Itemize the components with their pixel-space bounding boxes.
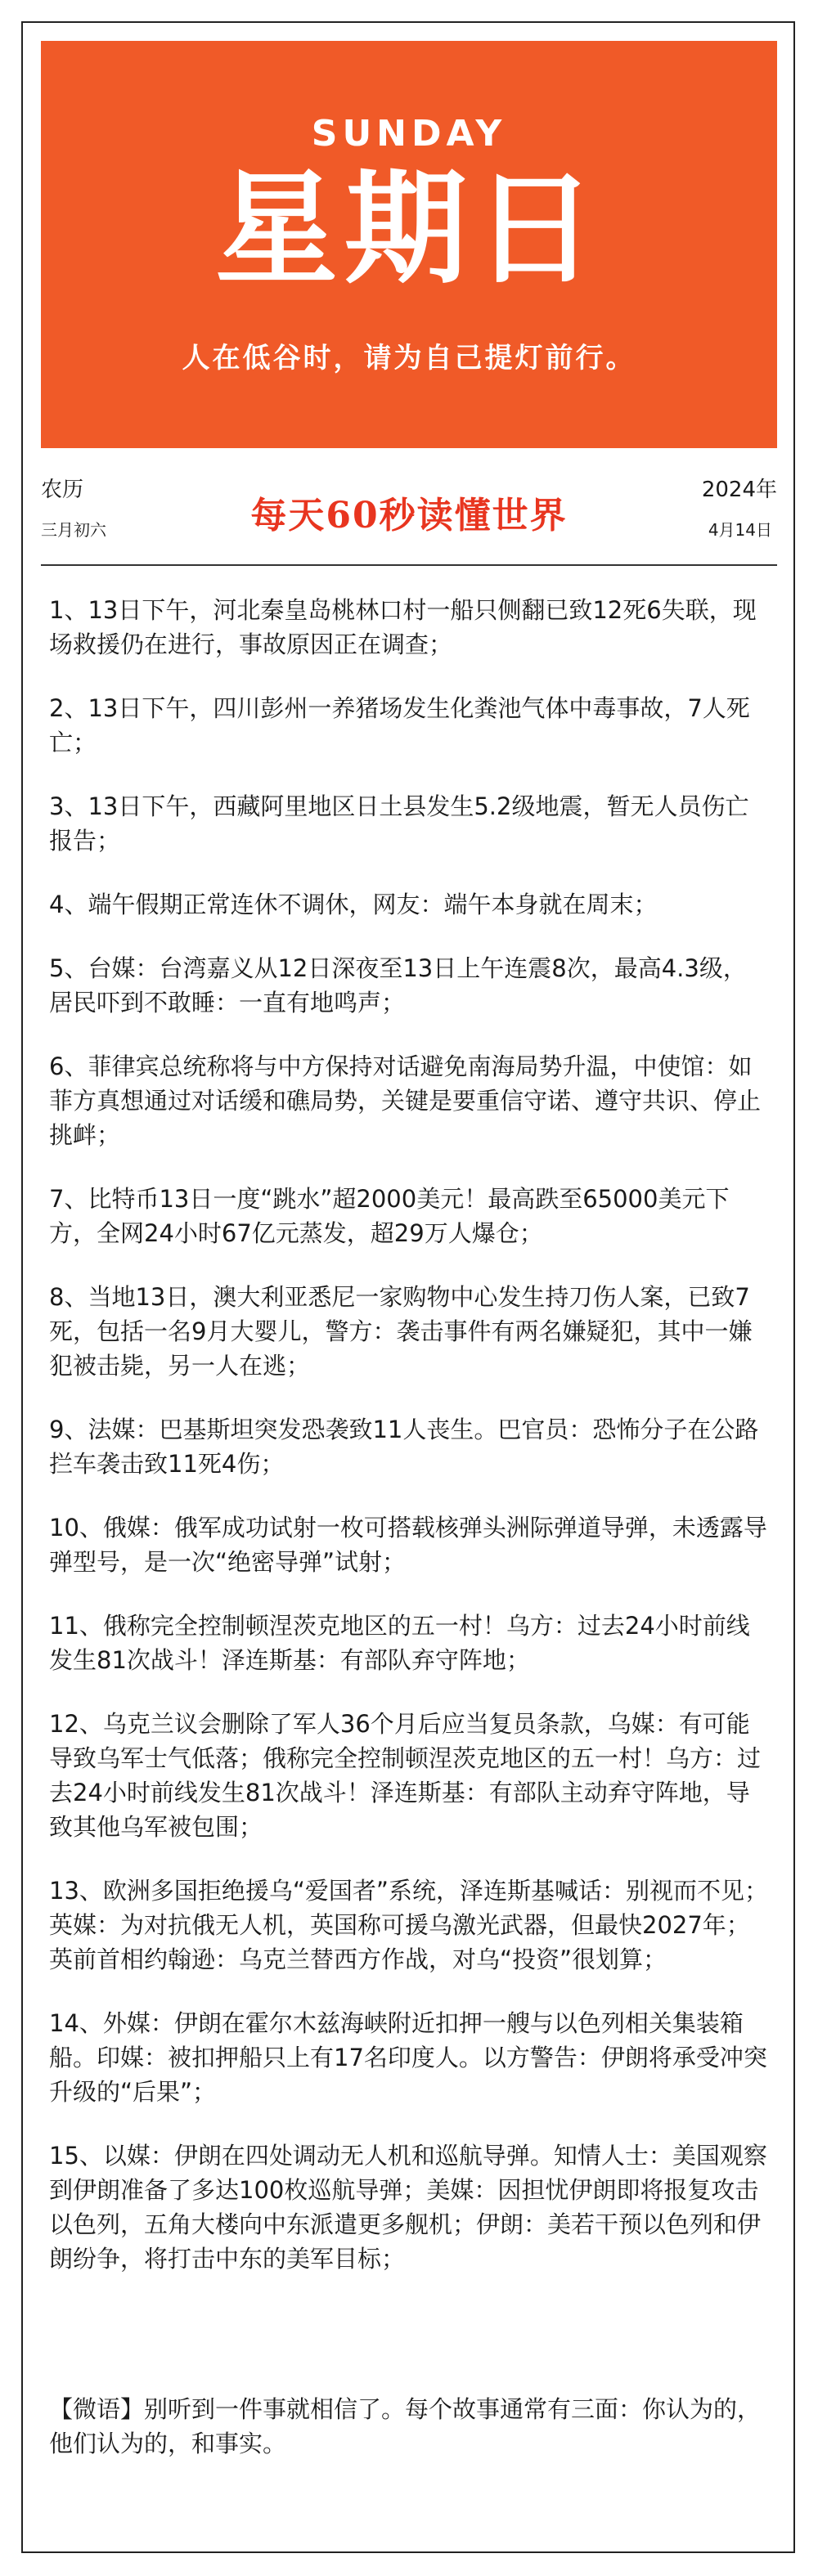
weekday-chinese: 星期日: [214, 157, 603, 301]
news-item: 5、台媒：台湾嘉义从12日深夜至13日上午连震8次，最高4.3级，居民吓到不敢睡：一直有地鸣声；: [49, 954, 747, 1016]
date-bar: [41, 468, 777, 558]
news-item: 3、13日下午，西藏阿里地区日土县发生5.2级地震，暂无人员伤亡报告；: [49, 792, 749, 855]
news-item: 13、欧洲多国拒绝援乌“爱国者”系统，泽连斯基喊话：别视而不见；英媒：为对抗俄无人机，英国称可援乌激光武器，但最快2027年；英前首相约翰逊：乌克兰替西方作战，对乌“投资”很划算；: [49, 1877, 768, 1973]
divider: [41, 564, 777, 566]
news-item: 11、俄称完全控制顿涅茨克地区的五一村！乌方：过去24小时前线发生81次战斗！泽连斯基：有部队弃守阵地；: [49, 1612, 750, 1674]
month-day-label: 4月14日: [708, 520, 772, 540]
news-item: 8、当地13日，澳大利亚悉尼一家购物中心发生持刀伤人案，已致7死，包括一名9月大婴儿，警方：袭击事件有两名嫌疑犯，其中一嫌犯被击毙，另一人在逃；: [49, 1283, 753, 1380]
news-list: [49, 593, 769, 2305]
year-label: 2024年: [701, 478, 777, 502]
page-title: 每天60秒读懂世界: [250, 495, 568, 536]
lunar-date: 三月初六: [41, 520, 106, 540]
news-item: 2、13日下午，四川彭州一养猪场发生化粪池气体中毒事故，7人死亡；: [49, 694, 750, 756]
wisdom-quote: 【微语】别听到一件事就相信了。每个故事通常有三面：你认为的，他们认为的，和事实。: [49, 2395, 762, 2457]
news-item: 14、外媒：伊朗在霍尔木兹海峡附近扣押一艘与以色列相关集装箱船。印媒：被扣押船只上有17名印度人。以方警告：伊朗将承受冲突升级的“后果”；: [49, 2009, 767, 2106]
news-item: 9、法媒：巴基斯坦突发恐袭致11人丧生。巴官员：恐怖分子在公路拦车袭击致11死4伤；: [49, 1416, 759, 1478]
daily-motto: 人在低谷时，请为自己提灯前行。: [182, 342, 636, 375]
header-banner: [41, 41, 777, 448]
weekday-english: SUNDAY: [311, 113, 507, 155]
news-item: 6、菲律宾总统称将与中方保持对话避免南海局势升温，中使馆：如菲方真想通过对话缓和礁局势，关键是要重信守诺、遵守共识、停止挑衅；: [49, 1052, 762, 1149]
news-item: 10、俄媒：俄军成功试射一枚可搭载核弹头洲际弹道导弹，未透露导弹型号，是一次“绝密导弹”试射；: [49, 1514, 767, 1576]
news-item: 4、端午假期正常连休不调休，网友：端午本身就在周末；: [49, 891, 658, 918]
lunar-label: 农历: [41, 478, 84, 502]
news-item: 15、以媒：伊朗在四处调动无人机和巡航导弹。知情人士：美国观察到伊朗准备了多达100枚巡航导弹；美媒：因担忧伊朗即将报复攻击以色列，五角大楼向中东派遣更多舰机；伊朗：美若干预以色列和伊朗纷争，将打击中东的美军目标；: [49, 2142, 767, 2273]
news-item: 1、13日下午，河北秦皇岛桃林口村一船只侧翻已致12死6失联，现场救援仍在进行，事故原因正在调查；: [49, 596, 757, 658]
news-item: 12、乌克兰议会删除了军人36个月后应当复员条款，乌媒：有可能导致乌军士气低落；俄称完全控制顿涅茨克地区的五一村！乌方：过去24小时前线发生81次战斗！泽连斯基：有部队主动弃守阵地，导致其他乌军被包围；: [49, 1710, 762, 1841]
news-item: 7、比特币13日一度“跳水”超2000美元！最高跌至65000美元下方，全网24小时67亿元蒸发，超29万人爆仓；: [49, 1185, 730, 1247]
